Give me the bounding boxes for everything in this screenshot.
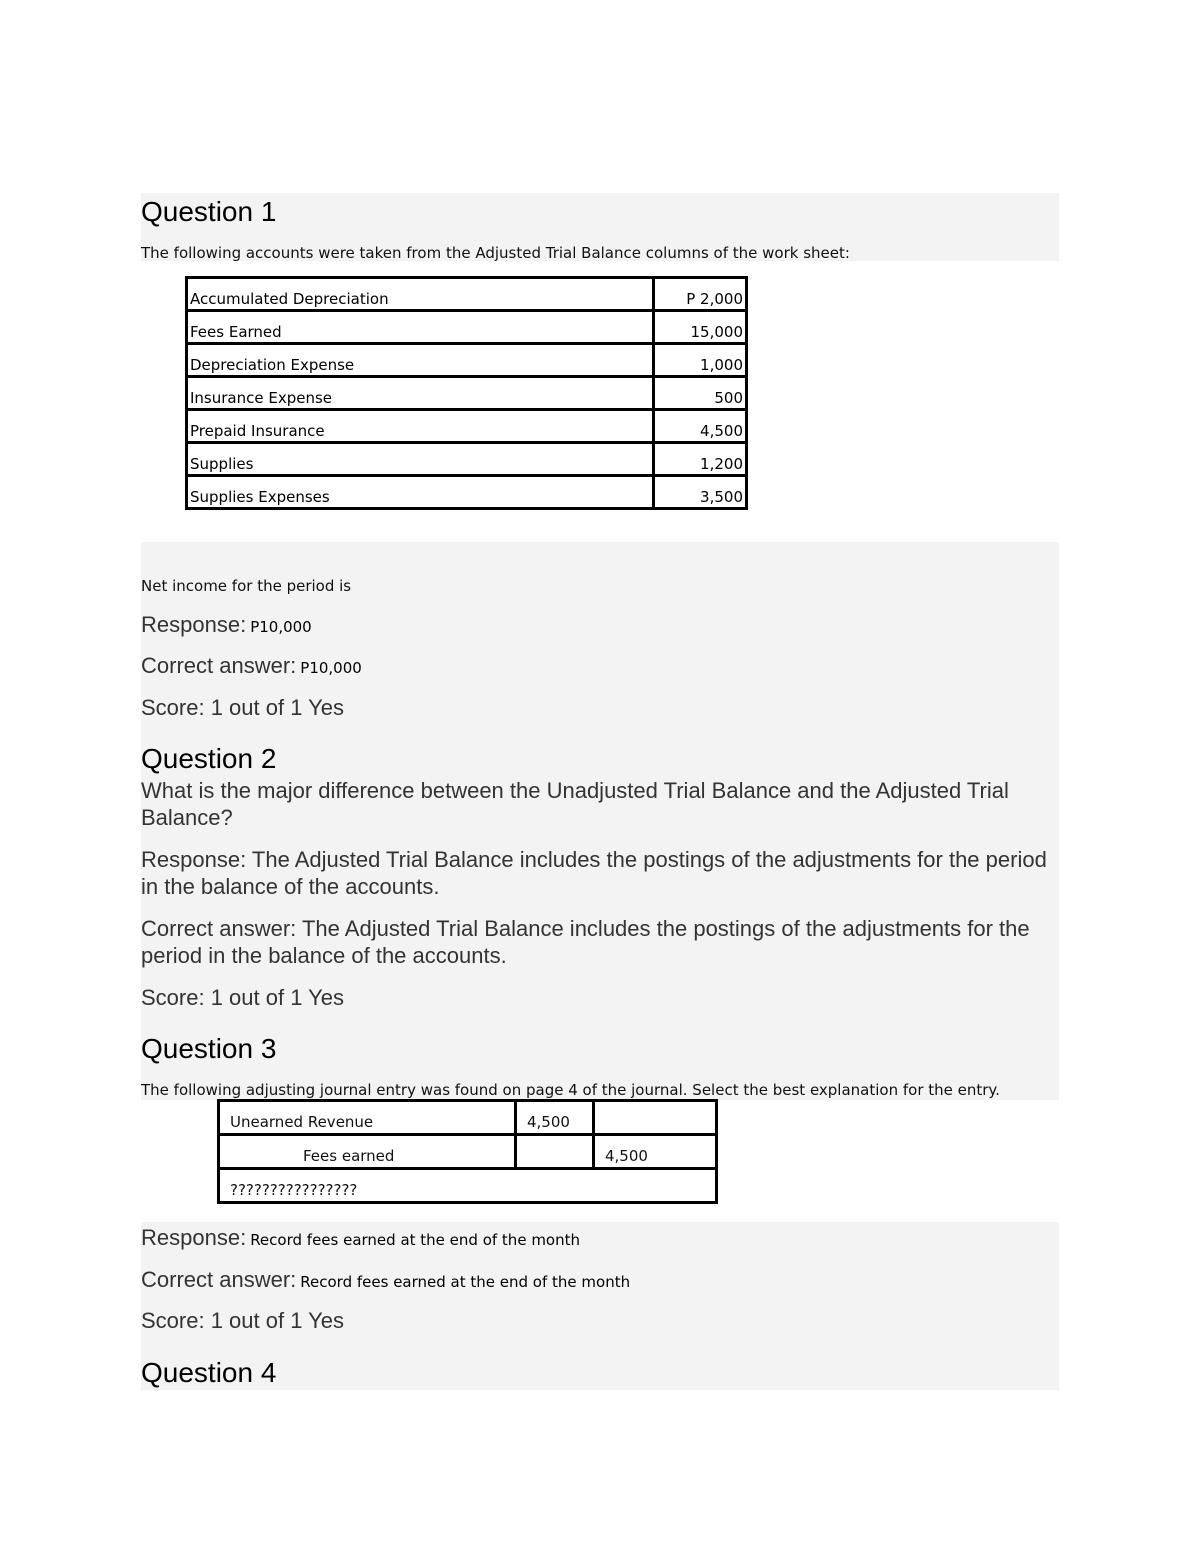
table-row bbox=[187, 410, 747, 443]
question-1-score: Score: 1 out of 1 Yes bbox=[141, 695, 345, 720]
account-name: Depreciation Expense bbox=[187, 344, 654, 377]
question-2-title: Question 2 bbox=[141, 743, 277, 774]
debit-account: Unearned Revenue bbox=[219, 1101, 516, 1135]
question-3-title: Question 3 bbox=[141, 1033, 277, 1064]
question-1-title: Question 1 bbox=[141, 196, 277, 227]
question-4-title: Question 4 bbox=[141, 1357, 277, 1388]
table-row bbox=[219, 1135, 717, 1169]
response-value: Record fees earned at the end of the month bbox=[250, 1231, 580, 1249]
account-amount: 500 bbox=[654, 377, 747, 410]
response-label: Response: bbox=[141, 1225, 247, 1250]
account-name: Prepaid Insurance bbox=[187, 410, 654, 443]
debit-credit-cell bbox=[594, 1101, 717, 1135]
journal-entry-table bbox=[217, 1099, 718, 1204]
account-amount: 4,500 bbox=[654, 410, 747, 443]
table-row bbox=[187, 311, 747, 344]
correct-answer-value: Record fees earned at the end of the month bbox=[300, 1273, 631, 1291]
account-name: Supplies Expenses bbox=[187, 476, 654, 509]
correct-answer-label: Correct answer: bbox=[141, 1267, 297, 1292]
response-label: Response: bbox=[141, 612, 247, 637]
question-2-response: Response: The Adjusted Trial Balance includes the postings of the adjustments for the period in the balance of the accounts. bbox=[141, 847, 1047, 899]
account-name: Fees Earned bbox=[187, 311, 654, 344]
accounts-table bbox=[185, 276, 748, 510]
credit-account: Fees earned bbox=[219, 1135, 516, 1169]
table-row bbox=[187, 443, 747, 476]
account-amount: 1,000 bbox=[654, 344, 747, 377]
question-3-intro: The following adjusting journal entry was found on page 4 of the journal. Select the best explanation for the entry. bbox=[141, 1081, 1000, 1099]
account-name: Accumulated Depreciation bbox=[187, 278, 654, 311]
response-value: P10,000 bbox=[250, 618, 312, 636]
account-name: Supplies bbox=[187, 443, 654, 476]
question-1-response bbox=[141, 612, 312, 638]
table-row bbox=[219, 1101, 717, 1135]
table-row bbox=[187, 476, 747, 509]
question-3-correct-answer bbox=[141, 1267, 630, 1293]
correct-answer-label: Correct answer: bbox=[141, 653, 297, 678]
question-1-prompt: Net income for the period is bbox=[141, 577, 352, 595]
debit-amount: 4,500 bbox=[516, 1101, 594, 1135]
credit-debit-cell bbox=[516, 1135, 594, 1169]
entry-explanation: ???????????????? bbox=[219, 1169, 717, 1203]
account-name: Insurance Expense bbox=[187, 377, 654, 410]
table-row bbox=[187, 278, 747, 311]
question-3-response bbox=[141, 1225, 580, 1251]
question-2-correct-answer: Correct answer: The Adjusted Trial Balance includes the postings of the adjustments for the period in the balance of the accounts. bbox=[141, 916, 1030, 968]
account-amount: 1,200 bbox=[654, 443, 747, 476]
question-1-correct-answer bbox=[141, 653, 362, 679]
question-1-intro: The following accounts were taken from the Adjusted Trial Balance columns of the work sheet: bbox=[141, 244, 850, 262]
question-2-score: Score: 1 out of 1 Yes bbox=[141, 985, 345, 1010]
correct-answer-value: P10,000 bbox=[300, 659, 362, 677]
account-amount: 3,500 bbox=[654, 476, 747, 509]
account-amount: 15,000 bbox=[654, 311, 747, 344]
account-amount: P 2,000 bbox=[654, 278, 747, 311]
table-row bbox=[187, 344, 747, 377]
question-3-score: Score: 1 out of 1 Yes bbox=[141, 1308, 345, 1333]
question-2-prompt: What is the major difference between the Unadjusted Trial Balance and the Adjusted Trial Balance? bbox=[141, 778, 1009, 830]
table-row bbox=[219, 1169, 717, 1203]
credit-amount: 4,500 bbox=[594, 1135, 717, 1169]
table-row bbox=[187, 377, 747, 410]
